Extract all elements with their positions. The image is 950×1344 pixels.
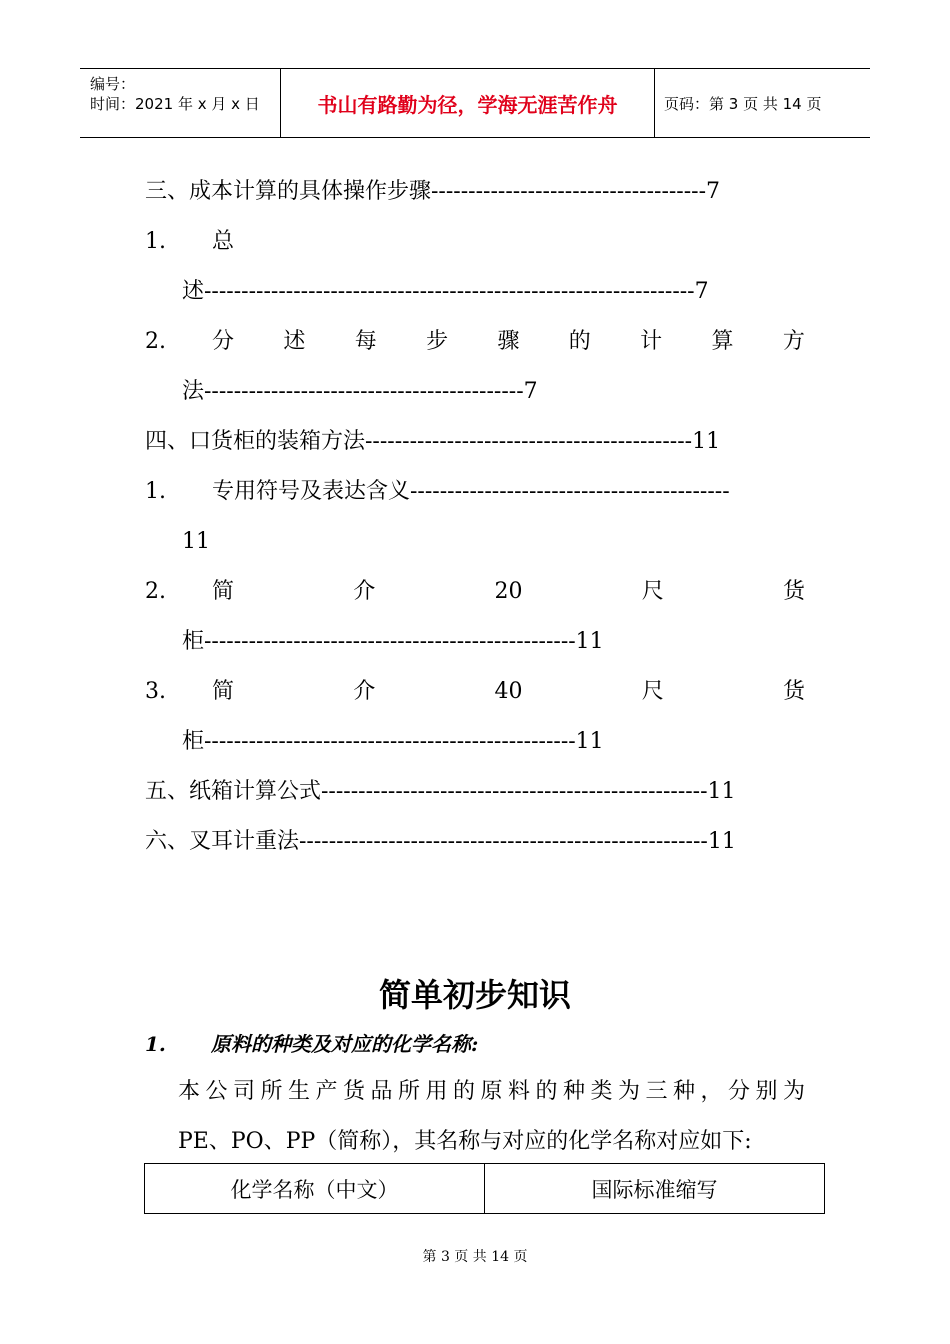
toc-char: 的 <box>568 329 591 354</box>
toc-entry-s4-1-a: 专用符号及表达含义------------------------------------------- <box>212 479 730 504</box>
toc-word: 简 <box>212 679 235 704</box>
toc-entry-s4-3-b: 柜--------------------------------------------------11 <box>182 729 604 754</box>
toc-entry-s4-3-num: 3. <box>145 679 166 704</box>
toc-char: 计 <box>640 329 663 354</box>
toc-char: 分 <box>212 329 235 354</box>
toc-char: 算 <box>711 329 734 354</box>
doc-number-label: 编号： <box>90 75 136 93</box>
subsection-number: 1. <box>145 1032 166 1056</box>
toc-word: 20 <box>494 579 523 604</box>
toc-word: 尺 <box>641 679 664 704</box>
table-header-cell: 化学名称（中文） <box>145 1164 485 1214</box>
toc-entry-s3-2-a <box>212 327 805 357</box>
page-footer: 第 3 页 共 14 页 <box>422 1249 528 1265</box>
toc-entry-s3-1-a: 总 <box>212 229 235 254</box>
toc-word: 简 <box>212 579 235 604</box>
paragraph-line-2: PE、PO、PP（简称），其名称与对应的化学名称对应如下: <box>178 1129 752 1154</box>
subsection-text: 原料的种类及对应的化学名称: <box>211 1032 479 1056</box>
section-title: 简单初步知识 <box>378 976 571 1014</box>
toc-char: 步 <box>426 329 449 354</box>
toc-entry-s3-2-num: 2. <box>145 329 166 354</box>
toc-entry-s3-1-num: 1. <box>145 229 166 254</box>
table-header-cell: 国际标准缩写 <box>485 1164 825 1214</box>
doc-date-label: 时间：2021 年 x 月 x 日 <box>90 95 260 113</box>
toc-word: 尺 <box>641 579 664 604</box>
page-header <box>80 68 870 138</box>
header-meta-cell <box>80 69 281 137</box>
toc-entry-s4-1-b: 11 <box>182 529 210 554</box>
toc-char: 骤 <box>497 329 520 354</box>
toc-word: 介 <box>353 679 376 704</box>
subsection-heading <box>145 1028 478 1057</box>
toc-entry-s5: 五、纸箱计算公式----------------------------------------------------11 <box>145 779 736 804</box>
toc-entry-s3: 三、成本计算的具体操作步骤-------------------------------------7 <box>145 179 721 204</box>
toc-entry-s4-2-b: 柜--------------------------------------------------11 <box>182 629 604 654</box>
toc-word: 货 <box>782 579 805 604</box>
toc-entry-s3-2-b: 法-------------------------------------------7 <box>182 379 538 404</box>
toc-char: 述 <box>283 329 306 354</box>
toc-entry-s4-2-a <box>212 577 805 607</box>
toc-entry-s4-1-num: 1. <box>145 479 166 504</box>
toc-entry-s4-3-a <box>212 677 805 707</box>
toc-word: 货 <box>782 679 805 704</box>
toc-entry-s3-1-b: 述------------------------------------------------------------------7 <box>182 279 709 304</box>
toc-char: 方 <box>782 329 805 354</box>
header-motto: 书山有路勤为径，学海无涯苦作舟 <box>281 69 655 137</box>
toc-entry-s6: 六、叉耳计重法-------------------------------------------------------11 <box>145 829 736 854</box>
toc-entry-s4-2-num: 2. <box>145 579 166 604</box>
chemical-name-table <box>144 1163 825 1214</box>
toc-char: 每 <box>354 329 377 354</box>
paragraph-line-1: 本公司所生产货品所用的原料的种类为三种，分别为 <box>178 1079 811 1104</box>
toc-word: 40 <box>494 679 523 704</box>
toc-entry-s4: 四、口货柜的装箱方法--------------------------------------------11 <box>145 429 721 454</box>
header-page-label: 页码：第 3 页 共 14 页 <box>664 95 822 113</box>
table-row <box>145 1164 825 1214</box>
toc-word: 介 <box>353 579 376 604</box>
